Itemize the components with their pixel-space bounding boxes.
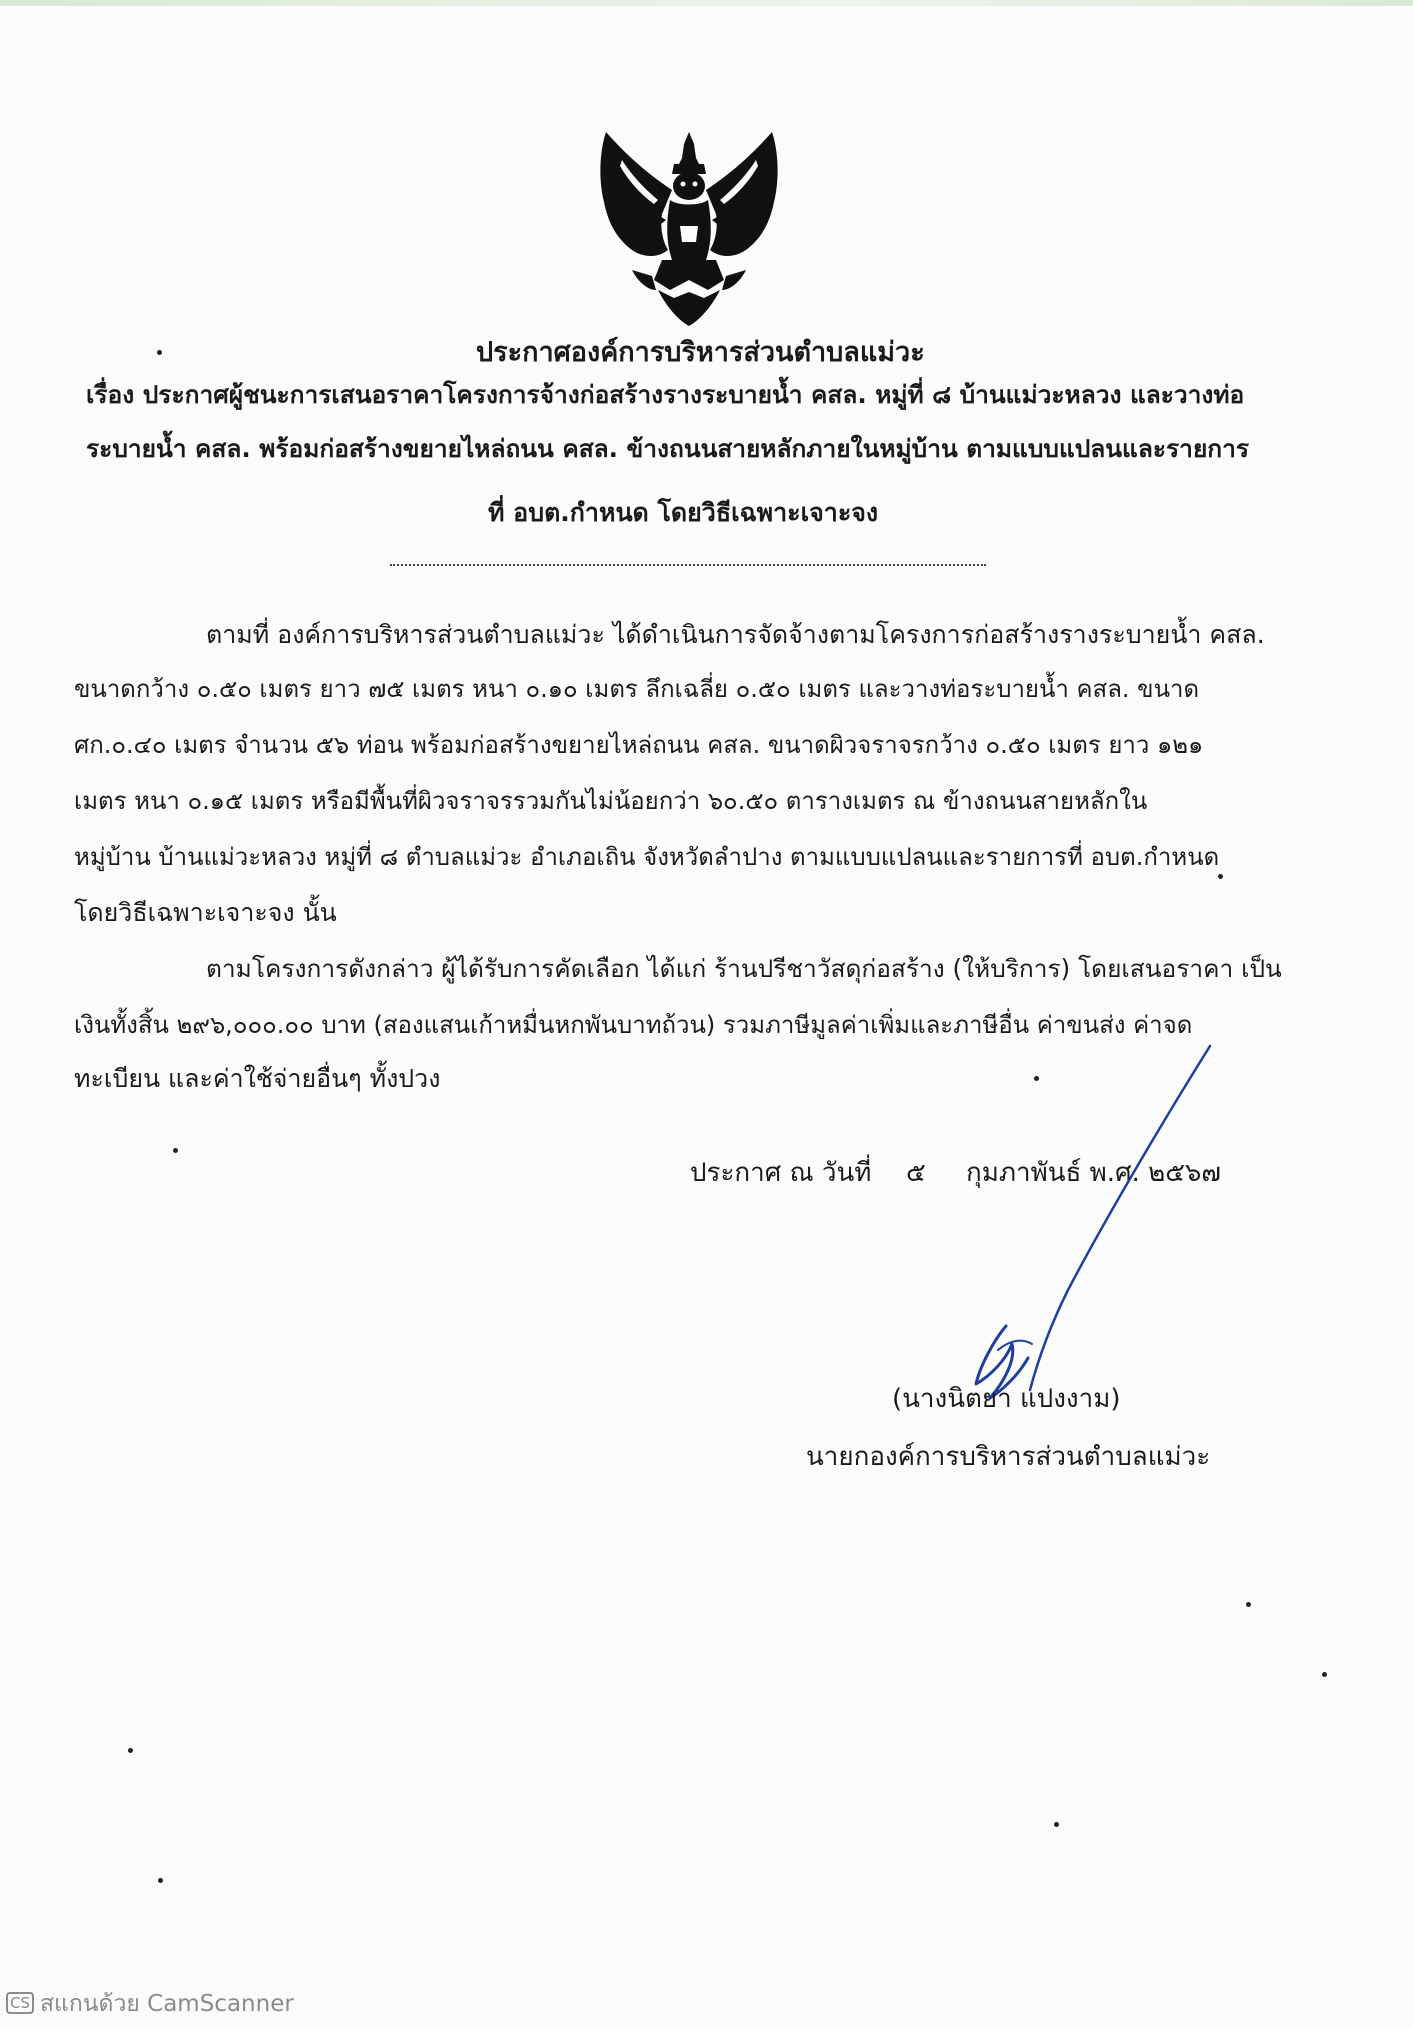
scan-speck: [128, 1748, 133, 1753]
scan-speck: [157, 350, 162, 355]
garuda-emblem-icon: [592, 130, 787, 330]
scan-speck: [158, 1878, 163, 1883]
subject-line-2: ระบายน้ำ คสล. พร้อมก่อสร้างขยายไหล่ถนน คสล. ข้างถนนสายหลักภายในหมู่บ้าน ตามแบบแปลนและรายการ: [86, 434, 1250, 463]
paragraph1-line-1: ตามที่ องค์การบริหารส่วนตำบลแม่วะ ได้ดำเนินการจัดจ้างตามโครงการก่อสร้างรางระบายน้ำ คสล.: [206, 620, 1265, 649]
subject-line-3: ที่ อบต.กำหนด โดยวิธีเฉพาะเจาะจง: [488, 498, 879, 527]
scan-speck: [1218, 874, 1223, 879]
scan-speck: [1322, 1672, 1327, 1677]
camscanner-footer: [6, 1986, 294, 2022]
scan-speck: [1246, 1602, 1251, 1607]
handwritten-signature: [940, 1040, 1220, 1410]
scan-speck: [1034, 1076, 1039, 1081]
subject-line-1: เรื่อง ประกาศผู้ชนะการเสนอราคาโครงการจ้างก่อสร้างรางระบายน้ำ คสล. หมู่ที่ ๘ บ้านแม่วะหลวง และวางท่อ: [86, 380, 1245, 409]
paragraph1-line-5: หมู่บ้าน บ้านแม่วะหลวง หมู่ที่ ๘ ตำบลแม่วะ อำเภอเถิน จังหวัดลำปาง ตามแบบแปลนและรายการที่ อบต.กำหนด: [74, 843, 1220, 871]
paragraph1-line-4: เมตร หนา ๐.๑๕ เมตร หรือมีพื้นที่ผิวจราจรรวมกันไม่น้อยกว่า ๖๐.๕๐ ตารางเมตร ณ ข้างถนนสายหลักใน: [74, 787, 1148, 815]
paragraph2-line-1: ตามโครงการดังกล่าว ผู้ได้รับการคัดเลือก ได้แก่ ร้านปรีชาวัสดุก่อสร้าง (ให้บริการ) โดยเสนอราคา เป็น: [206, 954, 1282, 983]
scan-speck: [1054, 1822, 1059, 1827]
scan-edge: [0, 0, 1413, 6]
announce-date-day: ๕: [906, 1158, 926, 1188]
signer-name: (นางนิตยา แปงงาม): [892, 1384, 1121, 1414]
paragraph1-line-3: ศก.๐.๔๐ เมตร จำนวน ๕๖ ท่อน พร้อมก่อสร้างขยายไหล่ถนน คสล. ขนาดผิวจราจรกว้าง ๐.๕๐ เมตร ยาว ๑๒๑: [74, 731, 1204, 759]
paragraph2-line-3: ทะเบียน และค่าใช้จ่ายอื่นๆ ทั้งปวง: [74, 1064, 441, 1093]
signer-position: นายกองค์การบริหารส่วนตำบลแม่วะ: [806, 1442, 1211, 1472]
camscanner-logo-icon: CS: [6, 1992, 34, 2014]
organization-announcement-heading: ประกาศองค์การบริหารส่วนตำบลแม่วะ: [476, 337, 925, 368]
paragraph1-line-2: ขนาดกว้าง ๐.๕๐ เมตร ยาว ๗๕ เมตร หนา ๐.๑๐ เมตร ลึกเฉลี่ย ๐.๕๐ เมตร และวางท่อระบายน้ำ คสล. ขนาด: [74, 675, 1200, 703]
camscanner-footer-text: สแกนด้วย CamScanner: [40, 1991, 294, 2017]
separator-line: [390, 564, 986, 566]
announce-date-month-year: กุมภาพันธ์ พ.ศ. ๒๕๖๗: [966, 1158, 1221, 1188]
paragraph2-line-2: เงินทั้งสิ้น ๒๙๖,๐๐๐.๐๐ บาท (สองแสนเก้าหมื่นหกพันบาทถ้วน) รวมภาษีมูลค่าเพิ่มและภาษีอื่น ค่าขนส่ง ค่าจด: [74, 1011, 1193, 1039]
announce-date-prefix: ประกาศ ณ วันที่: [690, 1158, 872, 1188]
scan-speck: [173, 1148, 178, 1153]
paragraph1-line-6: โดยวิธีเฉพาะเจาะจง นั้น: [74, 898, 337, 927]
